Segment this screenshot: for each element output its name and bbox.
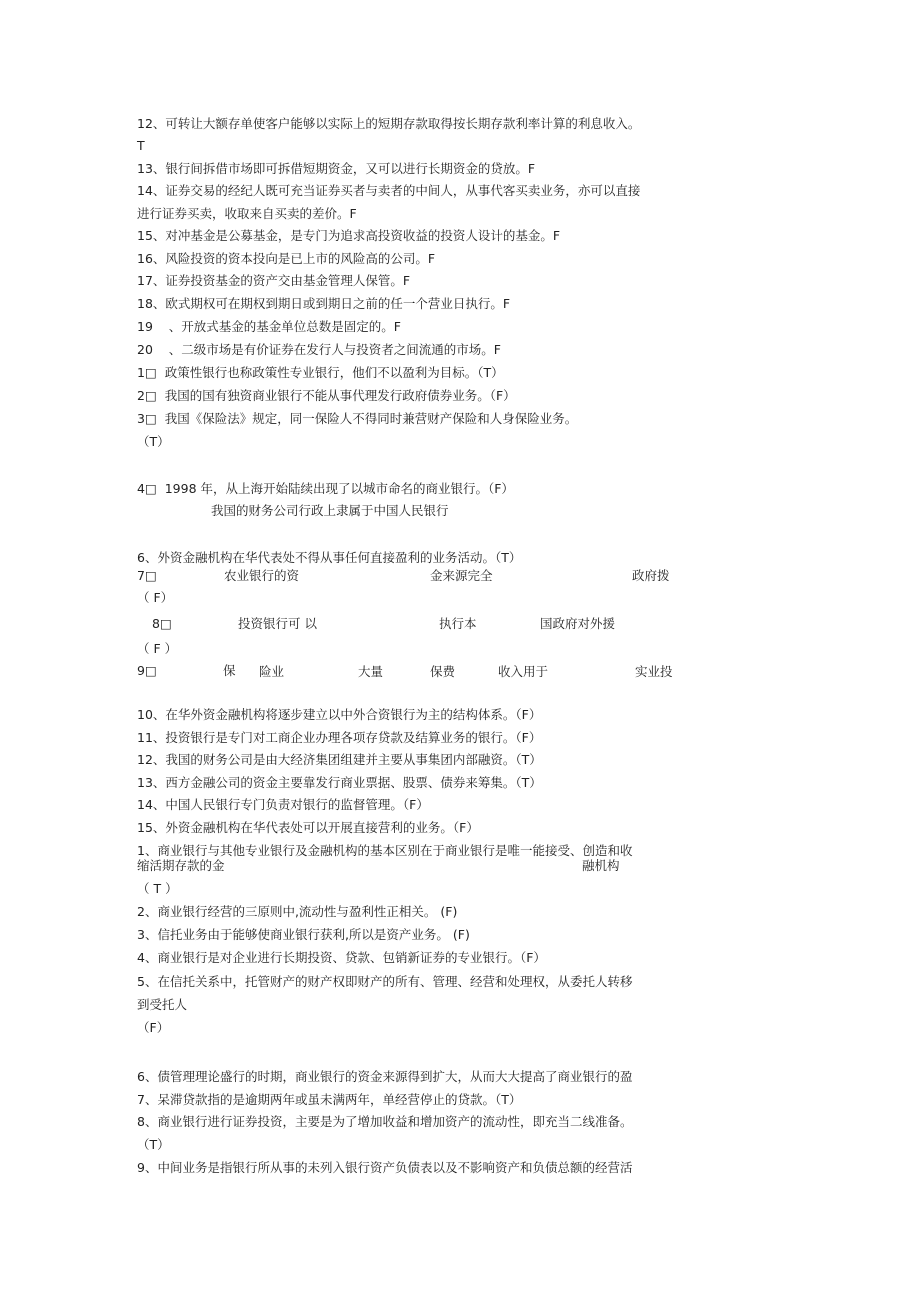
text-line: 15、对冲基金是公募基金，是专门为追求高投资收益的投资人设计的基金。F [137,228,561,243]
text-line: 10、在华外资金融机构将逐步建立以中外合资银行为主的结构体系。（F） [137,707,542,722]
text-fragment: 保 [223,663,236,678]
text-line: 7、呆滞贷款指的是逾期两年或虽未满两年，单经营停止的贷款。（T） [137,1092,522,1107]
text-fragment: 农业银行的资 [224,568,300,583]
text-line: 8、商业银行进行证券投资，主要是为了增加收益和增加资产的流动性，即充当二线准备。 [137,1114,633,1129]
text-line: 6、外资金融机构在华代表处不得从事任何直接盈利的业务活动。（T） [137,550,522,565]
text-fragment: 险业 [259,664,285,679]
text-line: 1□ 政策性银行也称政策性专业银行，他们不以盈利为目标。（T） [137,365,504,380]
text-line: 3、信托业务由于能够使商业银行获利,所以是资产业务。 (F) [137,927,470,942]
text-fragment: 9□ [137,663,157,678]
text-fragment: 国政府对外援 [540,616,616,631]
text-fragment: 投资银行可 以 [238,616,317,631]
text-line: 4□ 1998 年，从上海开始陆续出现了以城市命名的商业银行。（F） [137,481,514,496]
text-line: 到受托人 [137,997,188,1012]
text-line: （ F ） [137,641,178,656]
text-line: 5、在信托关系中，托管财产的财产权即财产的所有、管理、经营和处理权，从委托人转移 [137,974,633,989]
text-line: 14、证券交易的经纪人既可充当证券买者与卖者的中间人，从事代客买卖业务，亦可以直接 [137,183,641,198]
text-line: 11、投资银行是专门对工商企业办理各项存贷款及结算业务的银行。（F） [137,730,542,745]
text-line: 9、中间业务是指银行所从事的未列入银行资产负债表以及不影响资产和负债总额的经营活 [137,1160,633,1175]
text-line: （T） [137,1137,170,1152]
text-fragment: 政府拨 [632,568,670,583]
text-fragment: 收入用于 [498,664,549,679]
text-line: 3□ 我国《保险法》规定，同一保险人不得同时兼营财产保险和人身保险业务。 [137,411,578,426]
text-line: 14、中国人民银行专门负责对银行的监督管理。（F） [137,797,429,812]
text-line: 6、债管理理论盛行的时期，商业银行的资金来源得到扩大，从而大大提高了商业银行的盈 [137,1069,633,1084]
text-line: 进行证券买卖，收取来自买卖的差价。F [137,206,357,221]
text-line: 19 、开放式基金的基金单位总数是固定的。F [137,319,401,334]
text-line: 16、风险投资的资本投向是已上市的风险高的公司。F [137,251,436,266]
text-fragment: 缩活期存款的金 [137,858,225,873]
text-line: （ T ） [137,881,178,896]
text-line: 17、证券投资基金的资产交由基金管理人保管。F [137,273,411,288]
text-line: 13、西方金融公司的资金主要靠发行商业票据、股票、债券来筹集。（T） [137,775,542,790]
text-fragment: 融机构 [582,858,620,873]
text-line: （F） [137,1020,170,1035]
text-line: 1、商业银行与其他专业银行及金融机构的基本区别在于商业银行是唯一能接受、创造和收 [137,843,633,858]
text-line: 我国的财务公司行政上隶属于中国人民银行 [211,503,449,518]
text-fragment: 8□ [152,616,172,631]
text-line: 18、欧式期权可在期权到期日或到期日之前的任一个营业日执行。F [137,296,511,311]
text-line: 15、外资金融机构在华代表处可以开展直接营利的业务。（F） [137,820,479,835]
text-fragment: 执行本 [439,616,477,631]
text-line: 4、商业银行是对企业进行长期投资、贷款、包销新证券的专业银行。（F） [137,950,546,965]
text-line: 12、我国的财务公司是由大经济集团组建并主要从事集团内部融资。（T） [137,752,542,767]
text-line: （T） [137,434,170,449]
text-line: 13、银行间拆借市场即可拆借短期资金，又可以进行长期资金的贷放。F [137,161,536,176]
text-line: 12、可转让大额存单使客户能够以实际上的短期存款取得按长期存款利率计算的利息收入。 [137,116,641,131]
text-fragment: 7□ [137,568,157,583]
text-fragment: 大量 [358,664,384,679]
text-fragment: 实业投 [635,664,673,679]
text-line: T [137,138,145,153]
text-line: 2、商业银行经营的三原则中,流动性与盈利性正相关。 (F) [137,904,458,919]
text-line: 2□ 我国的国有独资商业银行不能从事代理发行政府债券业务。（F） [137,388,516,403]
text-line: （ F） [137,590,174,605]
text-fragment: 金来源完全 [430,568,493,583]
text-fragment: 保费 [430,664,456,679]
text-line: 20 、二级市场是有价证券在发行人与投资者之间流通的市场。F [137,342,501,357]
